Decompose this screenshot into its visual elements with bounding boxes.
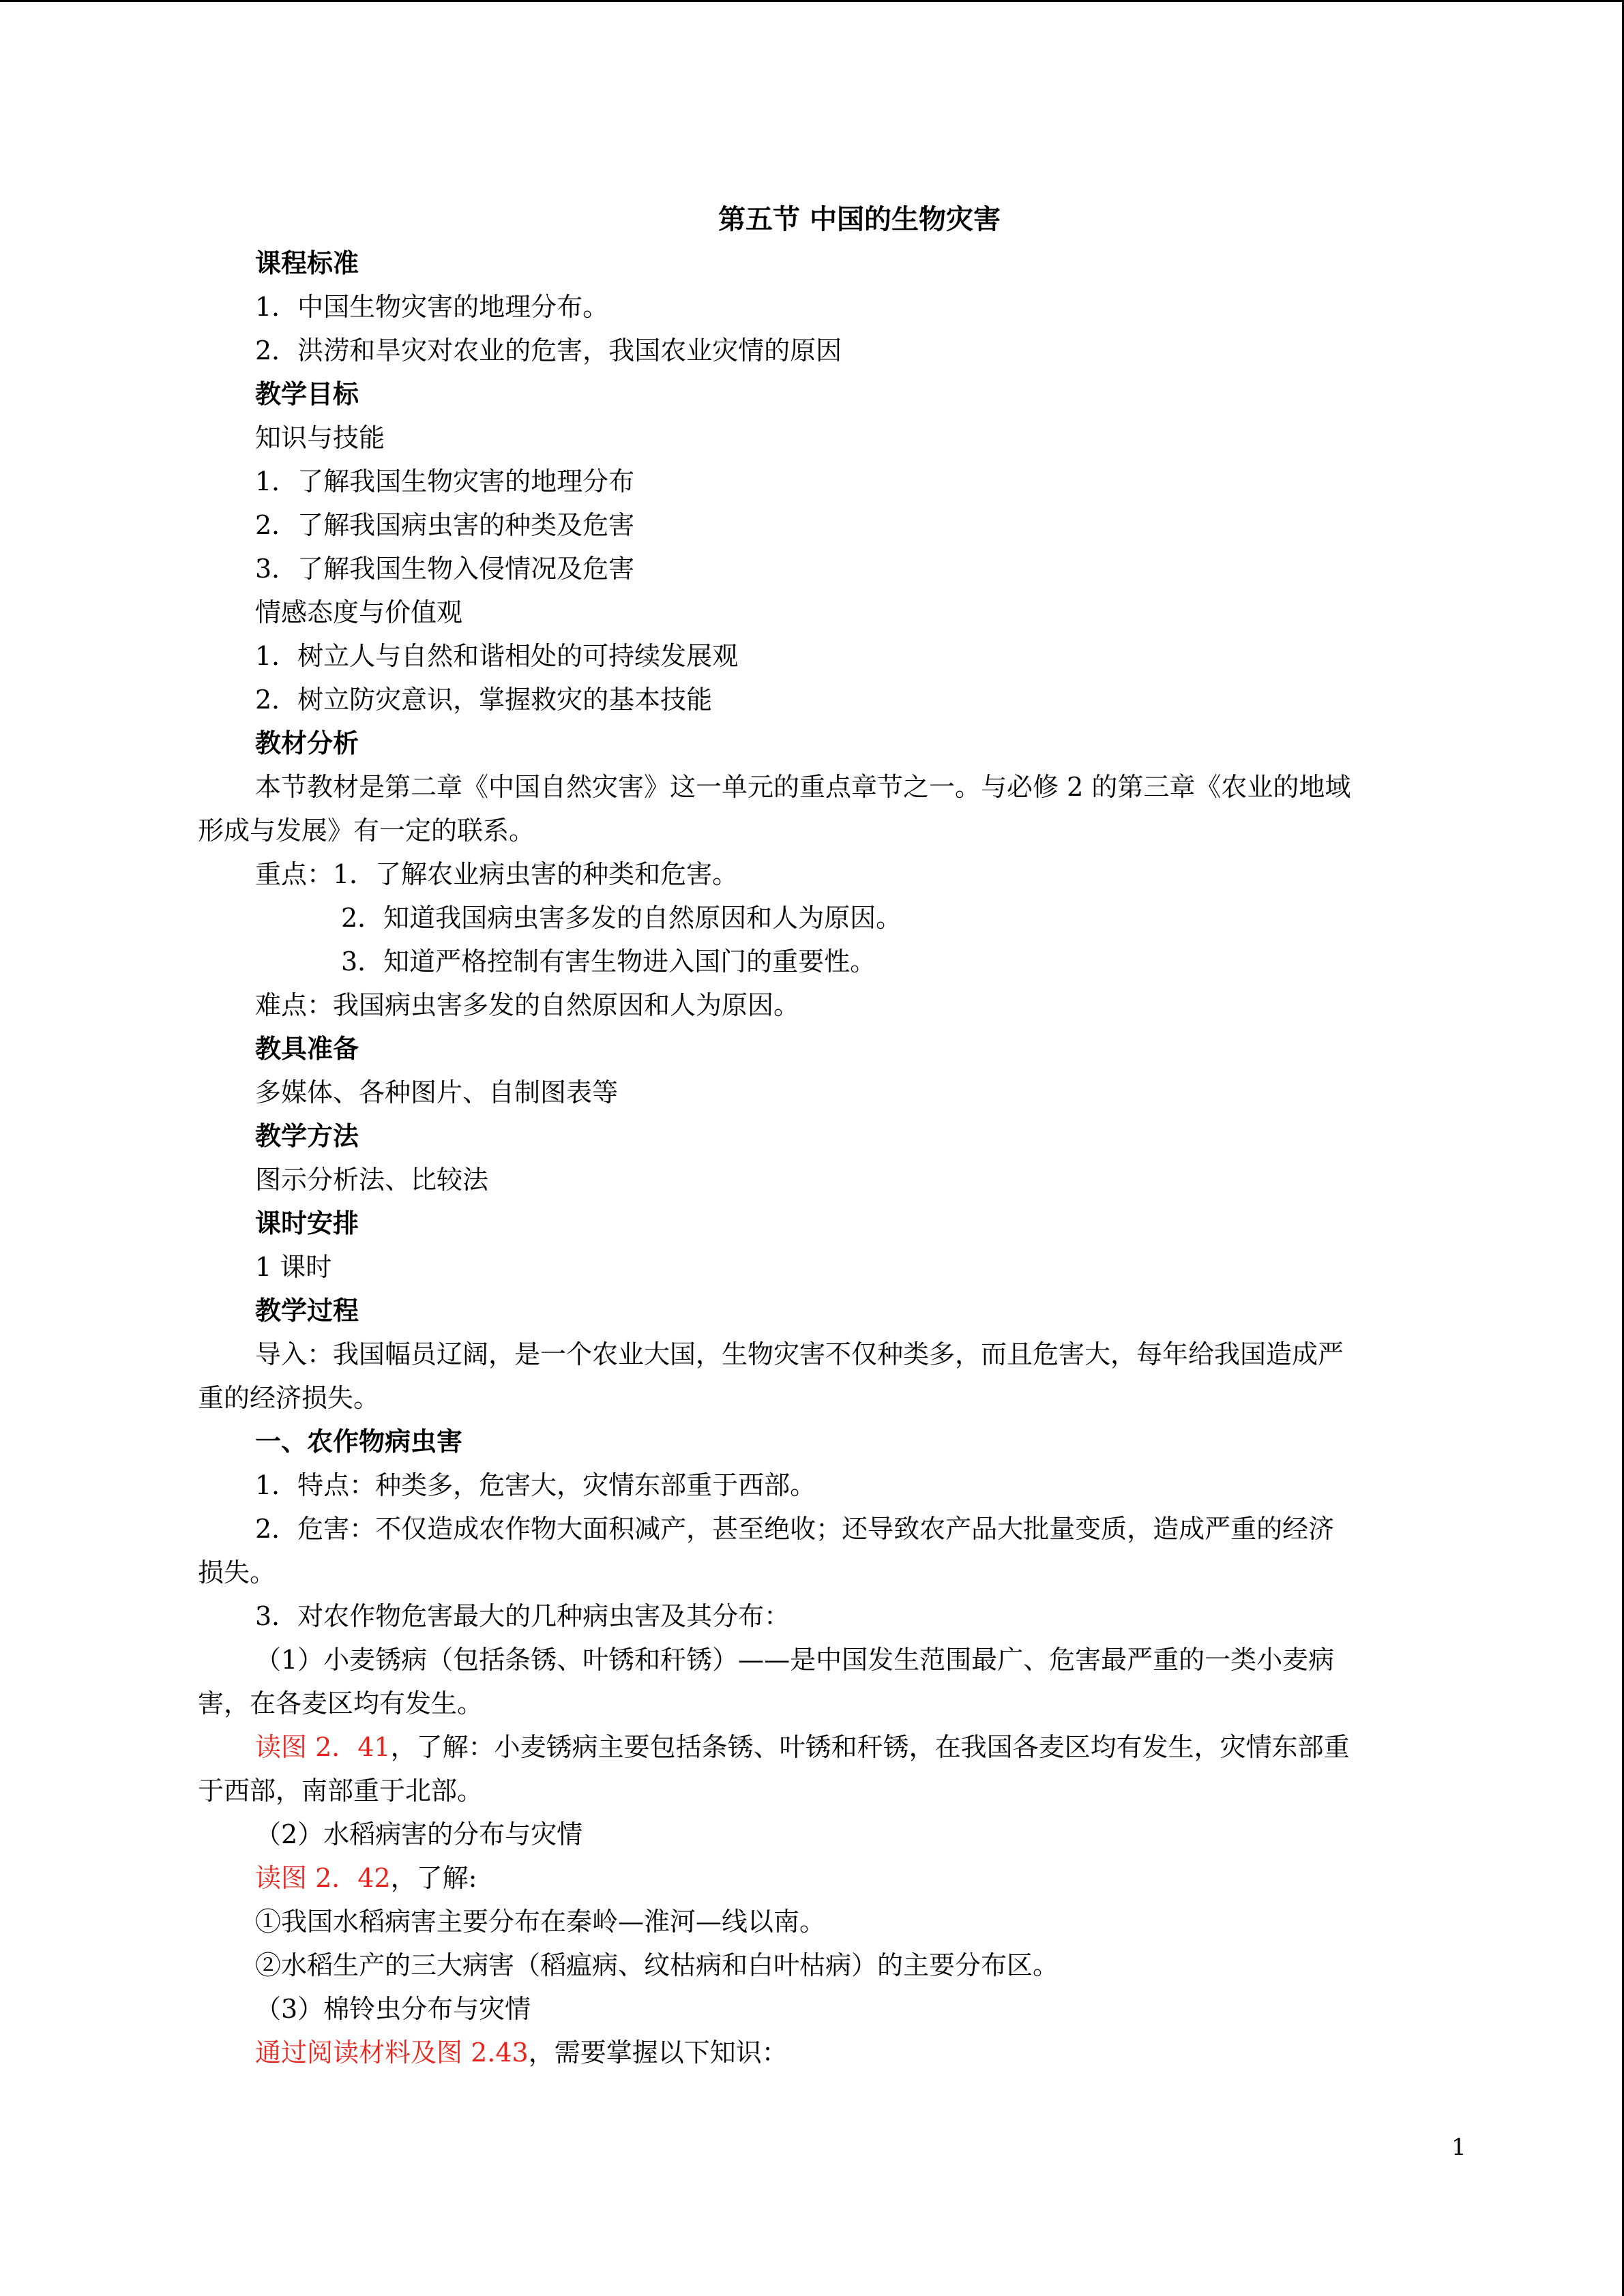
- key-point-3: 3．知道严格控制有害生物进入国门的重要性。: [341, 946, 876, 976]
- read-241-line-1: [198, 1725, 1466, 1769]
- cotton-heading: （3）棉铃虫分布与灾情: [255, 1994, 531, 2024]
- wheat-line-2: 害，在各麦区均有发生。: [198, 1688, 484, 1718]
- figure-ref-241: 读图 2．41: [255, 1732, 391, 1762]
- figure-ref-242: 读图 2．42: [255, 1863, 391, 1893]
- attitude-item-1: 1．树立人与自然和谐相处的可持续发展观: [255, 641, 739, 671]
- rice-item-2: ②水稻生产的三大病害（稻瘟病、纹枯病和白叶枯病）的主要分布区。: [255, 1950, 1059, 1980]
- method-text: 图示分析法、比较法: [255, 1165, 489, 1195]
- rice-heading: （2）水稻病害的分布与灾情: [255, 1819, 583, 1849]
- rice-item-1: ①我国水稻病害主要分布在秦岭—淮河—线以南。: [255, 1907, 826, 1937]
- read-242-line: [198, 1856, 1466, 1900]
- read-241-text: ，了解：小麦锈病主要包括条锈、叶锈和秆锈，在我国各麦区均有发生，灾情东部重: [390, 1732, 1350, 1762]
- heading-schedule: 课时安排: [255, 1208, 359, 1238]
- intro-line-2: 重的经济损失。: [198, 1383, 380, 1413]
- analysis-line-1: 本节教材是第二章《中国自然灾害》这一单元的重点章节之一。与必修 2 的第三章《农业的地域: [255, 772, 1351, 802]
- figure-ref-243: 通过阅读材料及图 2.43: [255, 2038, 529, 2068]
- key-point-2: 2．知道我国病虫害多发的自然原因和人为原因。: [341, 903, 902, 933]
- heading-curriculum: 课程标准: [255, 248, 359, 278]
- knowledge-item-3: 3．了解我国生物入侵情况及危害: [255, 554, 635, 584]
- wheat-line-1: （1）小麦锈病（包括条锈、叶锈和秆锈）——是中国发生范围最广、危害最严重的一类小麦病: [255, 1645, 1335, 1675]
- subheading-attitude: 情感态度与价值观: [255, 597, 463, 627]
- subheading-knowledge: 知识与技能: [255, 423, 385, 453]
- curriculum-item-1: 1．中国生物灾害的地理分布。: [255, 292, 609, 322]
- curriculum-item-2: 2．洪涝和旱灾对农业的危害，我国农业灾情的原因: [255, 336, 842, 366]
- knowledge-item-2: 2．了解我国病虫害的种类及危害: [255, 510, 635, 540]
- tools-text: 多媒体、各种图片、自制图表等: [255, 1077, 619, 1107]
- heading-analysis: 教材分析: [255, 728, 359, 758]
- document-body: [198, 198, 1466, 2074]
- heading-method: 教学方法: [255, 1120, 359, 1151]
- schedule-text: 1 课时: [255, 1252, 332, 1282]
- intro-line-1: 导入：我国幅员辽阔，是一个农业大国，生物灾害不仅种类多，而且危害大，每年给我国造成严: [255, 1339, 1344, 1369]
- heading-goals: 教学目标: [255, 378, 359, 409]
- harm-line-2: 损失。: [198, 1557, 276, 1587]
- page-number: 1: [1451, 2134, 1466, 2161]
- read-242-text: ，了解:: [390, 1863, 477, 1893]
- knowledge-item-1: 1．了解我国生物灾害的地理分布: [255, 466, 635, 496]
- read-241-line-2: 于西部，南部重于北部。: [198, 1776, 484, 1806]
- page-title: 第五节 中国的生物灾害: [718, 203, 1001, 235]
- key-point-1: 重点：1．了解农业病虫害的种类和危害。: [255, 859, 739, 889]
- read-243-text: ，需要掌握以下知识：: [528, 2038, 788, 2068]
- difficulty-line: 难点：我国病虫害多发的自然原因和人为原因。: [255, 990, 800, 1020]
- analysis-line-2: 形成与发展》有一定的联系。: [198, 816, 535, 846]
- heading-tools: 教具准备: [255, 1033, 359, 1064]
- read-243-line: [198, 2031, 1466, 2074]
- harm-line-1: 2．危害：不仅造成农作物大面积减产，甚至绝收；还导致农产品大批量变质，造成严重的经济: [255, 1514, 1335, 1544]
- heading-process: 教学过程: [255, 1295, 359, 1326]
- heading-part1: 一、农作物病虫害: [255, 1426, 463, 1457]
- pests-intro: 3．对农作物危害最大的几种病虫害及其分布：: [255, 1601, 791, 1631]
- attitude-item-2: 2．树立防灾意识，掌握救灾的基本技能: [255, 685, 713, 715]
- page-border-top: [0, 0, 1624, 2]
- feature-line: 1．特点：种类多，危害大，灾情东部重于西部。: [255, 1470, 816, 1500]
